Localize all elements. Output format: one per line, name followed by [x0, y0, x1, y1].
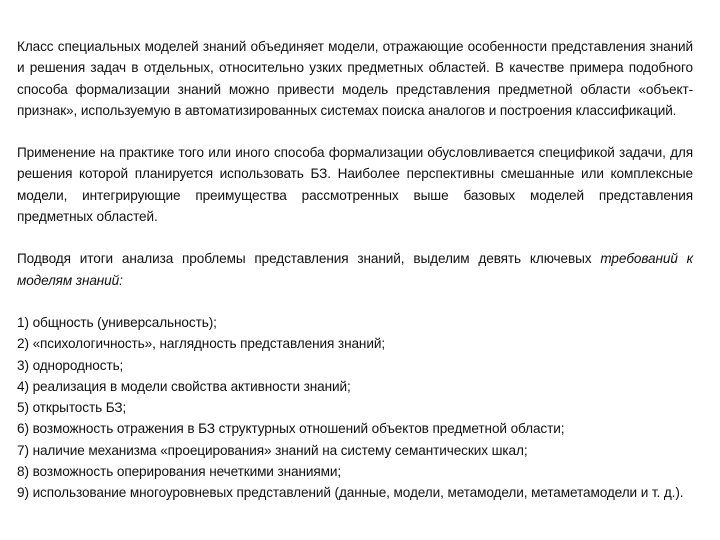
list-item: 2) «психологичность», наглядность представления знаний;	[17, 336, 386, 352]
paragraph-gap	[17, 291, 693, 312]
paragraph-practical-application: Применение на практике того или иного способа формализации обусловливается спецификой задачи, для решения которой планируется использовать БЗ. Наиболее перспективны смешанные или комплексные модели, интегрирующие преимущества рассмотренных выше базовых моделей представления предметных областей.	[17, 145, 693, 225]
list-item: 4) реализация в модели свойства активности знаний;	[17, 378, 351, 394]
list-item: 1) общность (универсальность);	[17, 314, 217, 330]
summary-lead: Подводя итоги анализа проблемы представления знаний, выделим девять ключевых	[17, 251, 601, 267]
paragraph-summary	[17, 248, 693, 291]
list-item: 7) наличие механизма «проецирования» знаний на систему семантических шкал;	[17, 442, 528, 458]
document-body	[17, 36, 693, 504]
requirements-list	[17, 312, 693, 504]
list-item: 9) использование многоуровневых представлений (данные, модели, метамодели, метаметамодели и т. д.).	[17, 485, 684, 501]
summary-emphasis: требований к моделям знаний:	[17, 251, 693, 288]
list-item: 6) возможность отражения в БЗ структурных отношений объектов предметной области;	[17, 421, 565, 437]
paragraph-special-models: Класс специальных моделей знаний объединяет модели, отражающие особенности представления знаний и решения задач в отдельных, относительно узких предметных областей. В качестве примера подобного способа формализации знаний можно привести модель представления предметной области «объект-признак», используемую в автоматизированных системах поиска аналогов и построения классификаций.	[17, 39, 693, 118]
paragraph-gap	[17, 121, 693, 142]
paragraph-gap	[17, 227, 693, 248]
list-item: 3) однородность;	[17, 357, 124, 373]
list-item: 8) возможность оперирования нечеткими знаниями;	[17, 464, 342, 480]
list-item: 5) открытость БЗ;	[17, 400, 127, 416]
